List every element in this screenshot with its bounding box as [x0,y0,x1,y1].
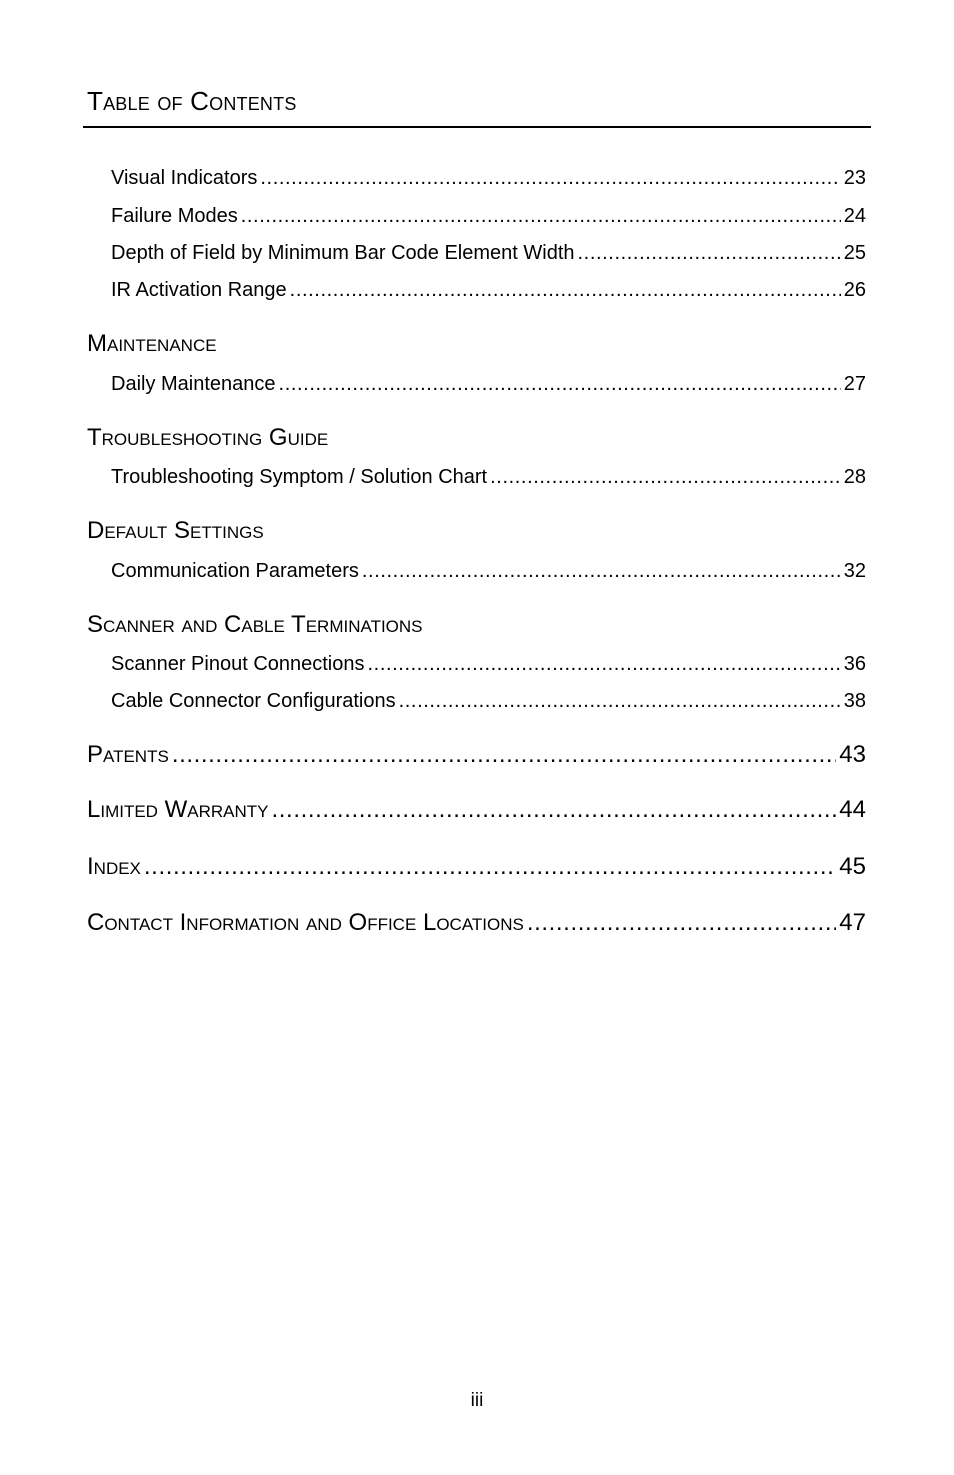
dot-leader [260,168,840,188]
dot-leader [362,561,841,581]
toc-entry-label: Cable Connector Configurations [111,690,396,712]
dot-leader [279,374,841,394]
toc-entry-label: Failure Modes [111,205,238,227]
toc-entry-failure-modes[interactable] [111,206,866,226]
toc-entry-label: Visual Indicators [111,167,258,189]
section-heading-troubleshooting: Troubleshooting Guide [87,424,329,451]
dot-leader [368,654,841,674]
dot-leader [578,243,841,263]
section-heading-terminations: Scanner and Cable Terminations [87,611,423,638]
dot-leader [272,798,837,822]
toc-entry-label: Troubleshooting Symptom / Solution Chart [111,466,488,488]
section-heading-maintenance: Maintenance [87,330,217,357]
toc-entry-label: IR Activation Range [111,279,287,301]
toc-entry-label: Daily Maintenance [111,373,276,395]
dot-leader [172,743,836,767]
toc-entry-label: Index [87,853,141,880]
toc-entry-visual-indicators[interactable] [111,168,866,188]
toc-entry-page: 38 [843,690,866,712]
page-number: iii [470,1390,484,1411]
toc-entry-depth-of-field[interactable] [111,243,866,263]
title-rule [83,126,871,128]
toc-entry-page: 47 [839,909,866,936]
dot-leader [399,691,841,711]
dot-leader [290,280,841,300]
toc-entry-page: 23 [843,167,866,189]
toc-entry-page: 32 [843,560,866,582]
toc-entry-troubleshooting-chart[interactable] [111,467,866,487]
page-title: Table of Contents [87,86,297,116]
toc-entry-patents[interactable] [87,743,866,767]
toc-entry-page: 24 [843,205,866,227]
toc-entry-label: Contact Information and Office Locations [87,909,524,936]
toc-entry-page: 27 [843,373,866,395]
toc-entry-label: Communication Parameters [111,560,359,582]
toc-entry-page: 43 [839,741,866,768]
toc-entry-page: 28 [843,466,866,488]
dot-leader [490,467,841,487]
toc-entry-label: Depth of Field by Minimum Bar Code Element Width [111,242,575,264]
toc-entry-page: 36 [843,653,866,675]
toc-entry-page: 25 [843,242,866,264]
dot-leader [144,855,836,879]
section-heading-default-settings: Default Settings [87,517,264,544]
toc-entry-contact-information[interactable] [87,911,866,935]
toc-entry-scanner-pinout[interactable] [111,654,866,674]
toc-entry-label: Limited Warranty [87,796,269,823]
toc-entry-page: 44 [839,796,866,823]
toc-entry-daily-maintenance[interactable] [111,374,866,394]
toc-entry-index[interactable] [87,855,866,879]
toc-entry-label: Scanner Pinout Connections [111,653,365,675]
toc-entry-page: 45 [839,853,866,880]
toc-entry-page: 26 [843,279,866,301]
toc-entry-communication-parameters[interactable] [111,561,866,581]
toc-entry-cable-connector[interactable] [111,691,866,711]
dot-leader [241,206,841,226]
toc-entry-label: Patents [87,741,169,768]
toc-entry-ir-activation-range[interactable] [111,280,866,300]
toc-entry-limited-warranty[interactable] [87,798,866,822]
dot-leader [527,911,836,935]
